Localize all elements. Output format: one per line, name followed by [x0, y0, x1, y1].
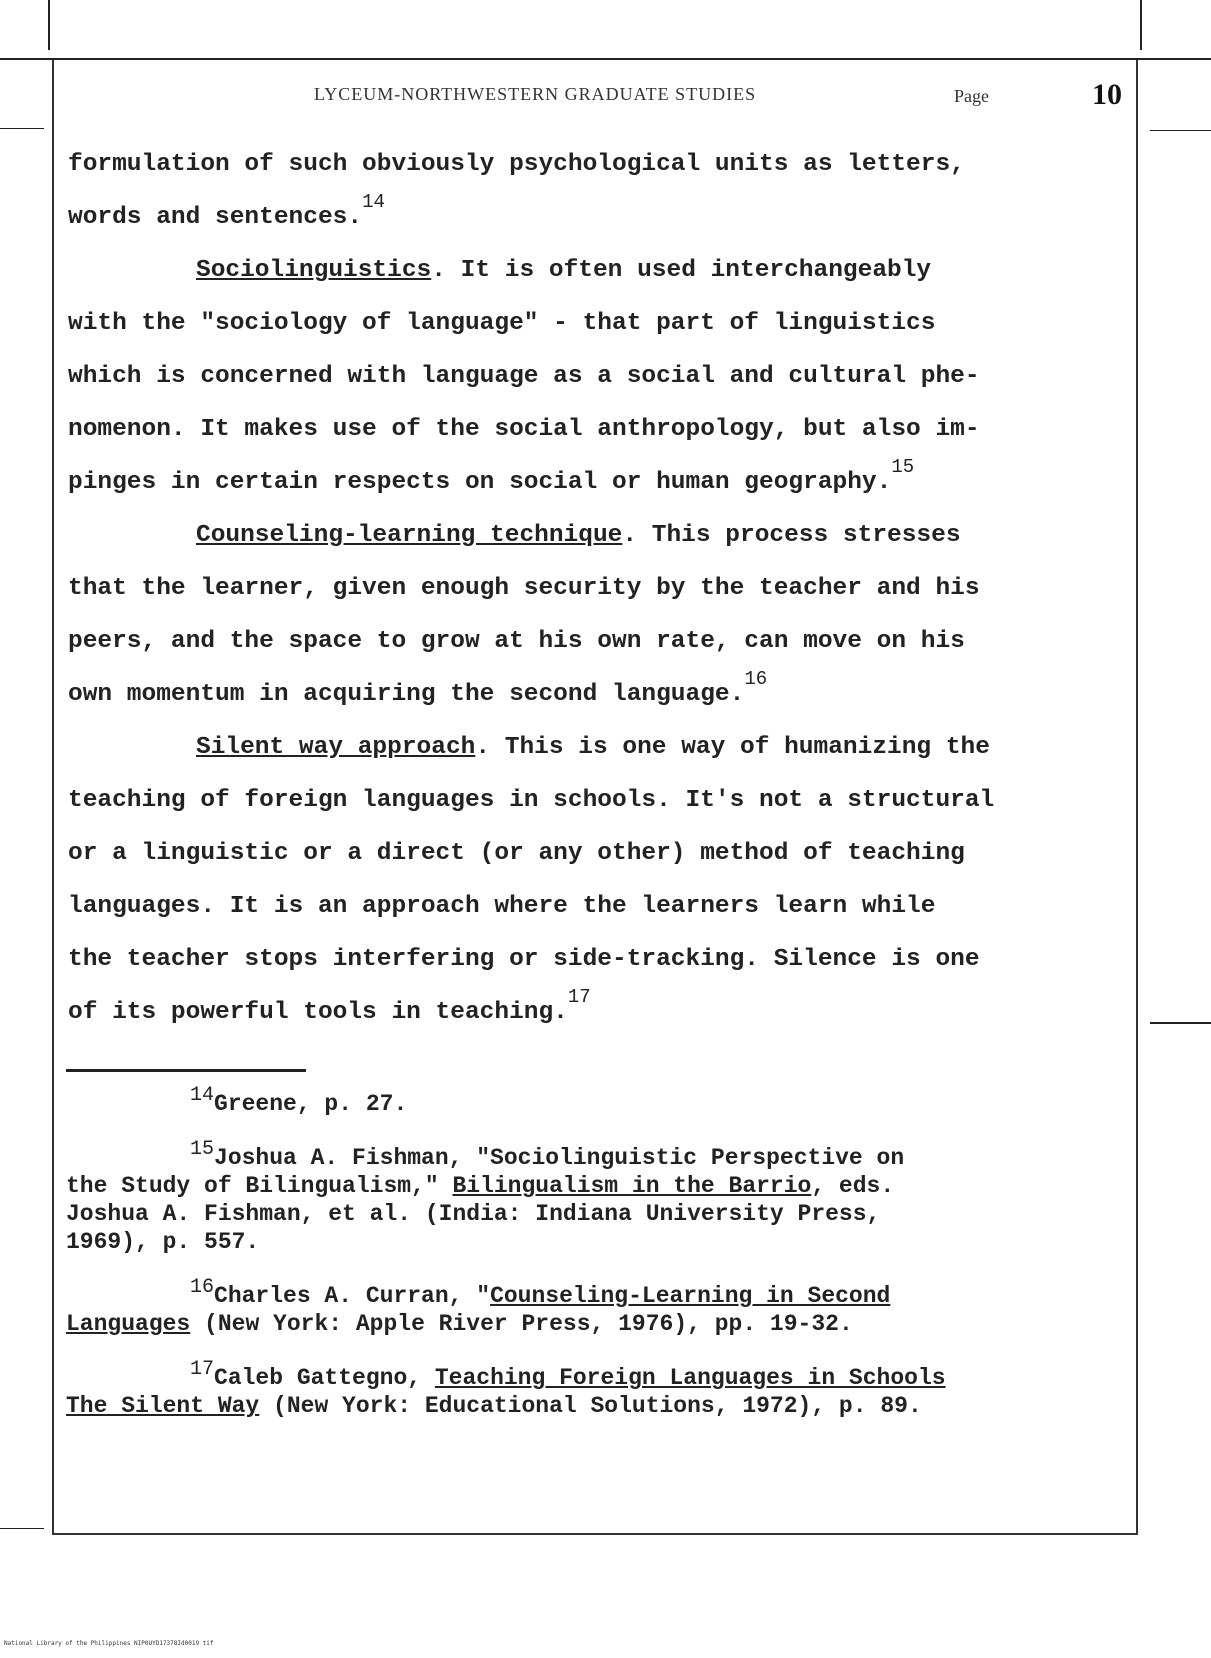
- footnote-mark: 16: [190, 1276, 215, 1299]
- term-heading: Silent way approach: [196, 734, 476, 761]
- footnote-17: 17Caleb Gattegno, Teaching Foreign Languages in Schools The Silent Way (New York: Educational Solutions, 1972), p. 89.: [66, 1358, 946, 1419]
- text-line: teaching of foreign languages in schools. It's not a structural: [68, 787, 995, 814]
- footnote-mark: 14: [190, 1084, 215, 1107]
- right-edge-line: [1140, 0, 1142, 50]
- left-side-mark: [0, 1528, 44, 1529]
- paragraph-counseling: Counseling-learning technique. This process stresses: [196, 522, 961, 549]
- text-line: words and sentences.$^{14}$: [68, 191, 385, 231]
- text-line: nomenon. It makes use of the social anthropology, but also im-: [68, 416, 980, 443]
- footnote-15: 15Joshua A. Fishman, "Sociolinguistic Perspective on the Study of Bilingualism," Bilingualism in the Barrio, eds. Joshua A. Fishman, et al. (India: Indiana University Press, 1969), p. 557.: [66, 1138, 905, 1255]
- text-line: with the "sociology of language" - that part of linguistics: [68, 310, 936, 337]
- footnotes: [66, 1084, 1128, 1446]
- footnote-16: 16Charles A. Curran, "Counseling-Learning in Second Languages (New York: Apple River Press, 1976), pp. 19-32.: [66, 1276, 891, 1337]
- book-title: Bilingualism in the Barrio: [452, 1173, 812, 1199]
- body-text: [68, 138, 1128, 1039]
- text-line: or a linguistic or a direct (or any other) method of teaching: [68, 840, 965, 867]
- page-header: [52, 78, 1138, 118]
- footnote-divider: [66, 1069, 306, 1072]
- text-line: that the learner, given enough security by the teacher and his: [68, 575, 980, 602]
- paragraph-sociolinguistics: Sociolinguistics. It is often used interchangeably: [196, 257, 932, 284]
- header-title: LYCEUM-NORTHWESTERN GRADUATE STUDIES: [314, 84, 757, 104]
- footnote-14: 14Greene, p. 27.: [190, 1084, 408, 1117]
- book-title: Counseling-Learning in Second: [490, 1283, 891, 1309]
- right-side-mark: [1150, 130, 1211, 131]
- paragraph-silent-way: Silent way approach. This is one way of humanizing the: [196, 734, 990, 761]
- text-line: of its powerful tools in teaching.$^{17}$: [68, 986, 591, 1026]
- text-line: pinges in certain respects on social or human geography.$^{15}$: [68, 456, 915, 496]
- book-title: Teaching Foreign Languages in Schools: [434, 1365, 946, 1391]
- text-line: own momentum in acquiring the second language.$^{16}$: [68, 668, 768, 708]
- footnote-ref: 14: [362, 191, 385, 213]
- page-label: Page: [954, 86, 989, 106]
- book-title: Languages: [66, 1311, 191, 1337]
- text-line: peers, and the space to grow at his own rate, can move on his: [68, 628, 965, 655]
- scan-caption: National Library of the Philippines NIP0UYD17378Id0019 tif: [4, 1640, 214, 1647]
- left-edge-line: [48, 0, 50, 50]
- footnote-ref: 15: [891, 456, 915, 478]
- term-heading: Counseling-learning technique: [196, 522, 623, 549]
- footnote-mark: 17: [190, 1358, 215, 1381]
- text-line: the teacher stops interfering or side-tracking. Silence is one: [68, 946, 980, 973]
- page-number: 10: [1092, 78, 1122, 111]
- term-heading: Sociolinguistics: [196, 257, 432, 284]
- text-line: languages. It is an approach where the learners learn while: [68, 893, 936, 920]
- left-side-mark: [0, 128, 44, 129]
- text-line: formulation of such obviously psychological units as letters,: [68, 151, 965, 178]
- footnote-mark: 15: [190, 1138, 215, 1161]
- footnote-ref: 17: [567, 986, 591, 1008]
- text-line: which is concerned with language as a social and cultural phe-: [68, 363, 980, 390]
- footnote-ref: 16: [744, 668, 768, 690]
- right-side-mark: [1150, 1022, 1211, 1024]
- book-title: The Silent Way: [66, 1393, 260, 1419]
